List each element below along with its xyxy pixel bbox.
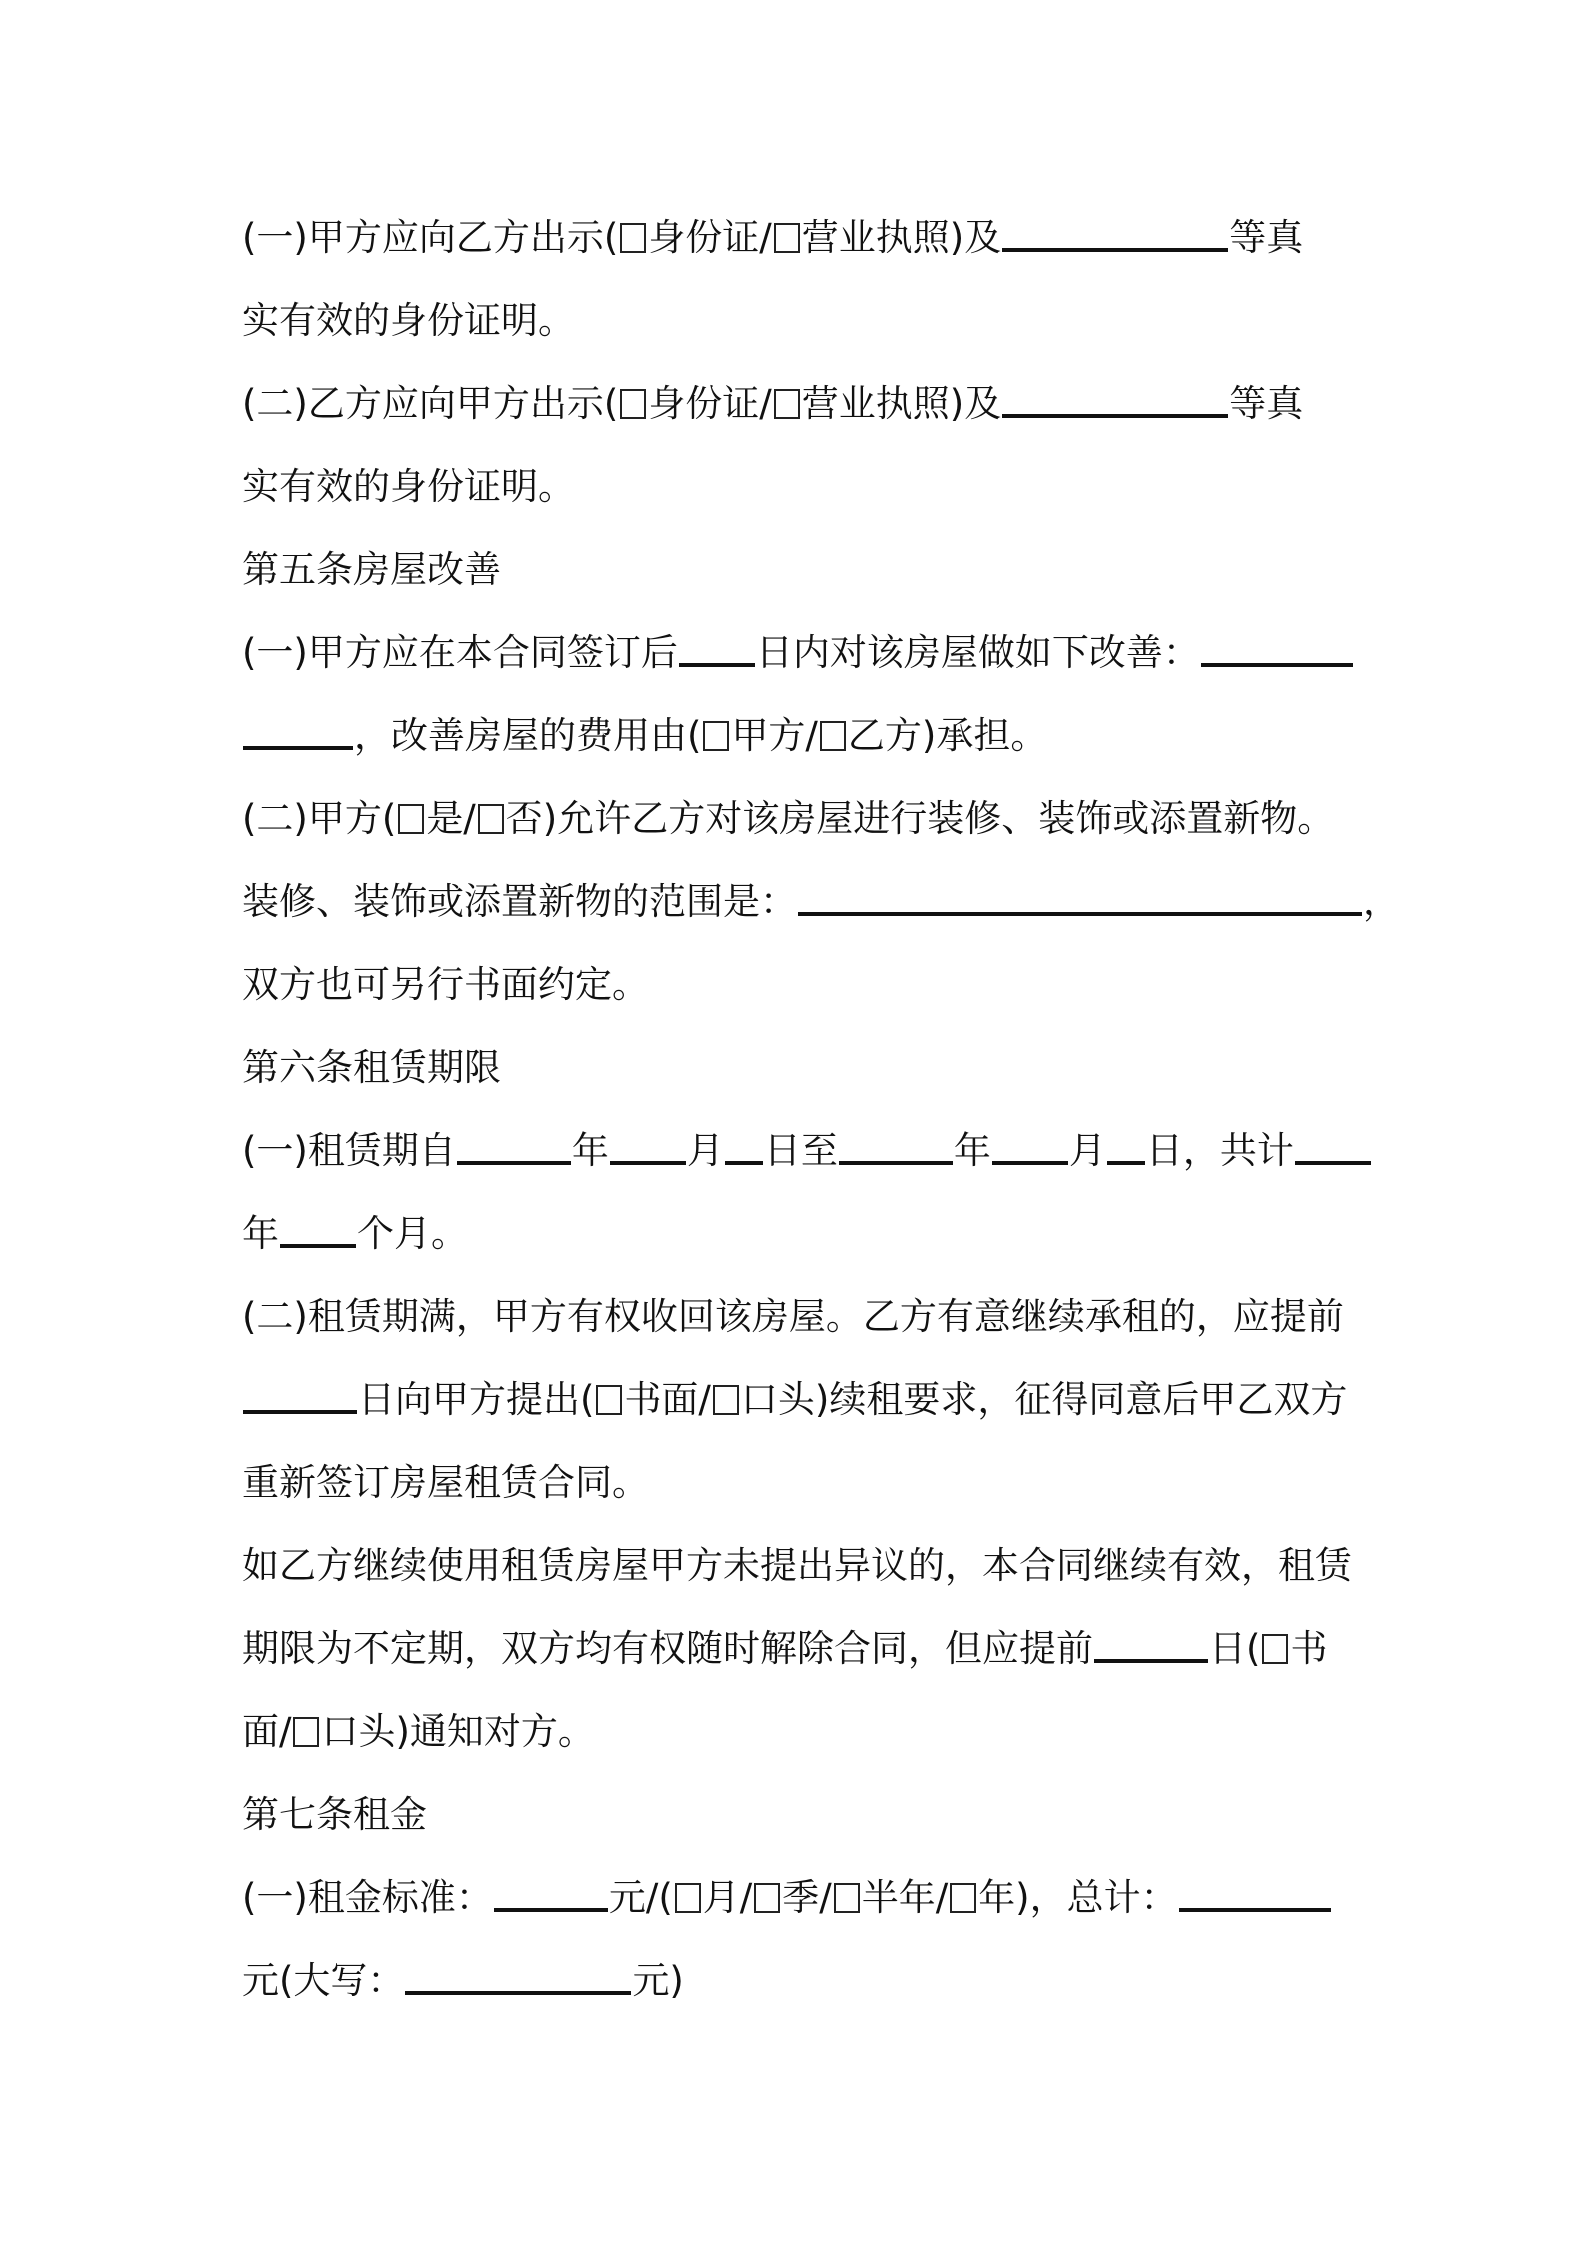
fill-in-blank[interactable]	[798, 872, 1362, 916]
text-run: 第六条租赁期限	[242, 1046, 501, 1089]
text-run: ，	[1363, 880, 1400, 923]
text-run: 等真	[1229, 382, 1304, 425]
text-line	[242, 611, 1362, 694]
text-line	[242, 1358, 1362, 1441]
text-line	[242, 1856, 1362, 1939]
checkbox-square[interactable]	[293, 1717, 319, 1747]
text-run: 实有效的身份证明。	[242, 465, 575, 508]
text-line	[242, 777, 1362, 860]
checkbox-square[interactable]	[398, 804, 424, 834]
checkbox-square[interactable]	[774, 223, 800, 253]
fill-in-blank[interactable]	[1094, 1619, 1208, 1663]
fill-in-blank[interactable]	[405, 1951, 631, 1995]
checkbox-square[interactable]	[754, 1883, 780, 1913]
fill-in-blank[interactable]	[992, 1121, 1068, 1165]
text-line	[242, 1026, 1362, 1109]
text-line	[242, 1524, 1362, 1607]
text-run: 装修、装饰或添置新物的范围是：	[242, 880, 797, 923]
text-run: 是/	[426, 797, 476, 840]
text-line	[242, 1441, 1362, 1524]
fill-in-blank[interactable]	[457, 1121, 571, 1165]
text-run: 口头)续租要求，征得同意后甲乙双方	[740, 1378, 1348, 1421]
text-run: 季/	[782, 1876, 832, 1919]
text-line	[242, 528, 1362, 611]
fill-in-blank[interactable]	[610, 1121, 686, 1165]
checkbox-square[interactable]	[713, 1385, 739, 1415]
checkbox-square[interactable]	[820, 721, 846, 751]
fill-in-blank[interactable]	[1201, 623, 1353, 667]
text-run: 书	[1290, 1627, 1328, 1670]
text-run: 面/	[242, 1710, 292, 1753]
text-run: 重新签订房屋租赁合同。	[242, 1461, 649, 1504]
fill-in-blank[interactable]	[280, 1204, 356, 1248]
text-run: ，改善房屋的费用由(	[354, 714, 702, 757]
checkbox-square[interactable]	[478, 804, 504, 834]
text-run: 月	[686, 1129, 724, 1172]
checkbox-square[interactable]	[834, 1883, 860, 1913]
fill-in-blank[interactable]	[1002, 374, 1228, 418]
text-run: 否)允许乙方对该房屋进行装修、装饰或添置新物。	[505, 797, 1335, 840]
text-run: 月	[1068, 1129, 1106, 1172]
text-run: (二)乙方应向甲方出示(	[242, 382, 619, 425]
fill-in-blank[interactable]	[494, 1868, 608, 1912]
text-run: 实有效的身份证明。	[242, 299, 575, 342]
text-run: 书面/	[624, 1378, 711, 1421]
text-line	[242, 860, 1400, 943]
checkbox-square[interactable]	[620, 223, 646, 253]
text-run: 营业执照)及	[801, 382, 1002, 425]
text-run: 年)，总计：	[978, 1876, 1178, 1919]
text-line	[242, 279, 1362, 362]
text-run: 甲方/	[731, 714, 818, 757]
text-run: 如乙方继续使用租赁房屋甲方未提出异议的，本合同继续有效，租赁	[242, 1544, 1352, 1587]
checkbox-square[interactable]	[703, 721, 729, 751]
text-run: 乙方)承担。	[847, 714, 1048, 757]
fill-in-blank[interactable]	[243, 1370, 357, 1414]
fill-in-blank[interactable]	[1002, 208, 1228, 252]
fill-in-blank[interactable]	[1295, 1121, 1371, 1165]
text-run: 第七条租金	[242, 1793, 427, 1836]
text-line	[242, 445, 1362, 528]
text-line	[242, 1275, 1362, 1358]
text-run: 元)	[632, 1959, 684, 2002]
text-run: 日内对该房屋做如下改善：	[755, 631, 1200, 674]
text-line	[242, 1773, 1362, 1856]
text-run: (一)租金标准：	[242, 1876, 493, 1919]
fill-in-blank[interactable]	[679, 623, 755, 667]
text-run: 第五条房屋改善	[242, 548, 501, 591]
checkbox-square[interactable]	[774, 389, 800, 419]
text-run: 日至	[763, 1129, 838, 1172]
text-line	[242, 362, 1362, 445]
text-run: 年	[571, 1129, 609, 1172]
text-run: 双方也可另行书面约定。	[242, 963, 649, 1006]
text-run: 个月。	[357, 1212, 468, 1255]
text-run: 日(	[1209, 1627, 1261, 1670]
checkbox-square[interactable]	[620, 389, 646, 419]
text-run: 日，共计	[1145, 1129, 1294, 1172]
text-run: 身份证/	[648, 216, 772, 259]
text-line	[242, 943, 1362, 1026]
text-line	[242, 1939, 1362, 2022]
checkbox-square[interactable]	[675, 1883, 701, 1913]
text-line	[242, 196, 1362, 279]
text-line	[242, 1192, 1362, 1275]
text-run: (一)甲方应向乙方出示(	[242, 216, 619, 259]
text-run: (一)甲方应在本合同签订后	[242, 631, 678, 674]
text-run: 营业执照)及	[801, 216, 1002, 259]
checkbox-square[interactable]	[950, 1883, 976, 1913]
fill-in-blank[interactable]	[725, 1121, 763, 1165]
text-run: 等真	[1229, 216, 1304, 259]
fill-in-blank[interactable]	[1107, 1121, 1145, 1165]
fill-in-blank[interactable]	[243, 706, 353, 750]
text-line	[242, 694, 1362, 777]
text-run: 期限为不定期，双方均有权随时解除合同，但应提前	[242, 1627, 1093, 1670]
text-run: (二)甲方(	[242, 797, 397, 840]
fill-in-blank[interactable]	[1179, 1868, 1331, 1912]
checkbox-square[interactable]	[1262, 1634, 1288, 1664]
text-run: 日向甲方提出(	[358, 1378, 595, 1421]
text-run: 口头)通知对方。	[321, 1710, 595, 1753]
text-run: (一)租赁期自	[242, 1129, 456, 1172]
text-run: 年	[953, 1129, 991, 1172]
text-run: 年	[242, 1212, 279, 1255]
text-run: 半年/	[861, 1876, 949, 1919]
text-line	[242, 1690, 1362, 1773]
text-run: 月/	[702, 1876, 753, 1919]
text-run: (二)租赁期满，甲方有权收回该房屋。乙方有意继续承租的，应提前	[242, 1295, 1344, 1338]
checkbox-square[interactable]	[596, 1385, 622, 1415]
contract-text-body	[242, 196, 1400, 2022]
text-line	[242, 1109, 1362, 1192]
text-run: 元(大写：	[242, 1959, 405, 2002]
fill-in-blank[interactable]	[839, 1121, 953, 1165]
text-line	[242, 1607, 1362, 1690]
text-run: 身份证/	[648, 382, 772, 425]
text-run: 元/(	[608, 1876, 673, 1919]
